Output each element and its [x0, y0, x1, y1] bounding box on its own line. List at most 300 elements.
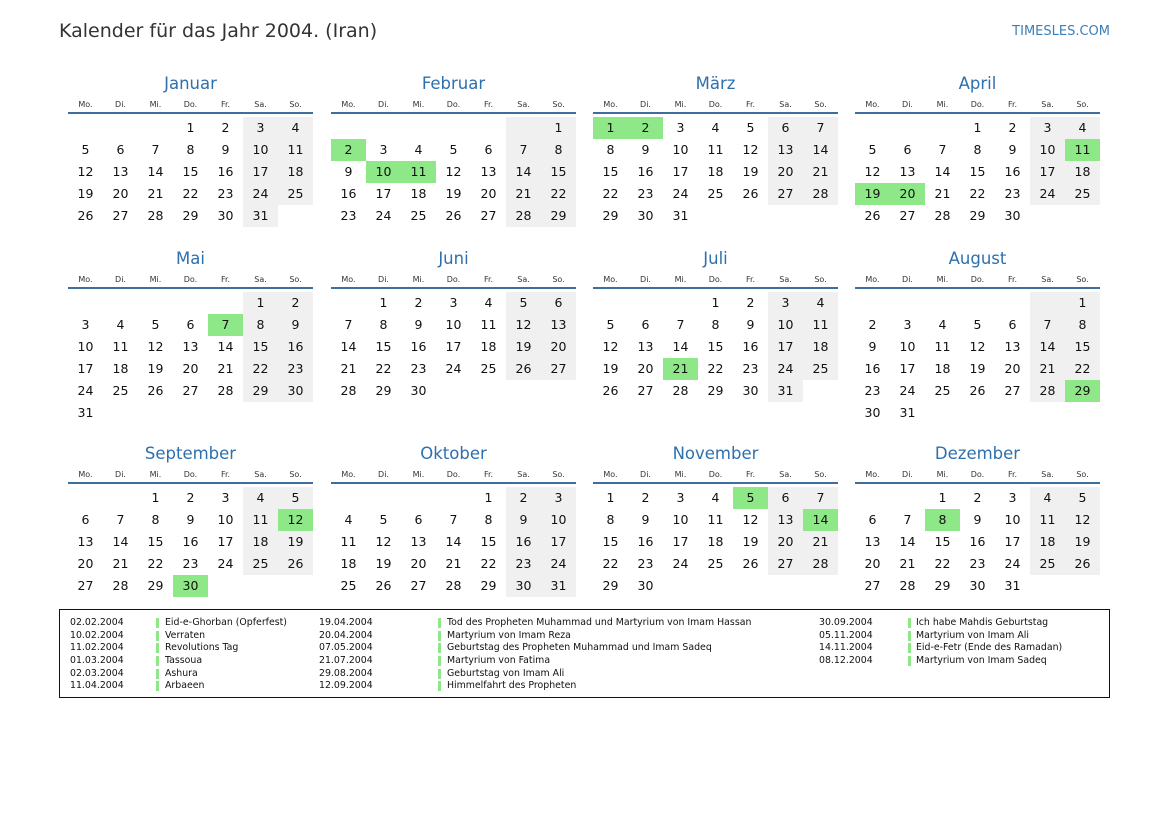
day-cell: 16 [506, 531, 541, 553]
day-cell: 2 [868, 317, 877, 332]
day-cell: 21 [803, 531, 838, 553]
weekday-label: So. [1076, 470, 1089, 479]
day-cell: 3 [1008, 490, 1017, 505]
day-cell: 14 [672, 339, 689, 354]
day-cell: 24 [1030, 183, 1065, 205]
day-cell: 13 [768, 139, 803, 161]
weekday-label: Fr. [1007, 275, 1018, 284]
weekday-label: Do. [708, 275, 723, 284]
day-cell: 16 [969, 534, 986, 549]
day-cell: 12 [278, 509, 313, 531]
day-cell: 1 [541, 117, 576, 139]
day-cell: 10 [243, 139, 278, 161]
weekday-label: Fr. [745, 275, 756, 284]
weekday-label: Do. [446, 100, 461, 109]
day-cell: 26 [602, 383, 619, 398]
empty-cell [331, 117, 366, 139]
holiday-date: 01.03.2004 [70, 655, 124, 667]
weekday-label: Do. [708, 100, 723, 109]
month-name: Oktober [420, 444, 487, 463]
empty-cell [1065, 575, 1100, 597]
weekday-label: So. [289, 470, 302, 479]
day-cell: 12 [147, 339, 164, 354]
day-cell: 23 [969, 556, 986, 571]
day-cell: 3 [243, 117, 278, 139]
empty-cell [855, 117, 890, 139]
day-cell: 19 [445, 186, 462, 201]
day-cell: 12 [602, 339, 619, 354]
day-cell: 22 [541, 183, 576, 205]
day-cell: 22 [602, 556, 619, 571]
holiday-marker [438, 681, 441, 691]
day-cell: 12 [864, 164, 881, 179]
day-cell: 10 [899, 339, 916, 354]
day-cell: 11 [401, 161, 436, 183]
weekday-label: Mi. [412, 470, 425, 479]
day-cell: 30 [278, 380, 313, 402]
day-cell: 9 [414, 317, 423, 332]
day-cell: 7 [803, 117, 838, 139]
holiday-date: 19.04.2004 [319, 617, 373, 628]
day-cell: 9 [641, 512, 650, 527]
day-cell: 11 [278, 139, 313, 161]
day-cell: 30 [637, 208, 654, 223]
day-cell: 14 [445, 534, 462, 549]
day-cell: 4 [414, 142, 423, 157]
day-cell: 22 [480, 556, 497, 571]
empty-cell [138, 292, 173, 314]
empty-cell [1065, 205, 1100, 227]
weekday-label: Sa. [517, 100, 530, 109]
empty-cell [541, 380, 576, 402]
day-cell: 4 [803, 292, 838, 314]
site-link[interactable]: TIMESLES.COM [1012, 24, 1110, 39]
day-cell: 6 [414, 512, 423, 527]
day-cell: 10 [672, 512, 689, 527]
day-cell: 1 [379, 295, 388, 310]
empty-cell [366, 487, 401, 509]
weekday-label: Do. [708, 470, 723, 479]
weekday-label: Do. [970, 100, 985, 109]
weekday-label: Fr. [483, 470, 494, 479]
holiday-name: Martyrium von Imam Ali [916, 629, 1030, 641]
day-cell: 15 [1065, 336, 1100, 358]
month-10 [331, 444, 576, 597]
holiday-marker [908, 618, 911, 628]
day-cell: 3 [221, 490, 230, 505]
day-cell: 18 [1065, 161, 1100, 183]
day-cell: 13 [864, 534, 881, 549]
day-cell: 5 [746, 120, 755, 135]
day-cell: 14 [147, 164, 164, 179]
day-cell: 24 [672, 556, 689, 571]
day-cell: 8 [606, 142, 615, 157]
weekday-header [68, 273, 313, 289]
month-name: Dezember [934, 444, 1021, 463]
day-cell: 9 [868, 339, 877, 354]
day-cell: 19 [602, 361, 619, 376]
weekday-label: Fr. [1007, 470, 1018, 479]
day-cell: 28 [934, 208, 951, 223]
empty-cell [436, 487, 471, 509]
day-cell: 5 [151, 317, 160, 332]
day-cell: 14 [217, 339, 234, 354]
day-cell: 4 [1065, 117, 1100, 139]
empty-cell [366, 117, 401, 139]
weekday-label: Di. [115, 470, 126, 479]
month-9 [68, 444, 313, 597]
weekday-label: So. [814, 470, 827, 479]
day-grid [68, 484, 313, 597]
day-cell: 1 [186, 120, 195, 135]
day-cell: 2 [1008, 120, 1017, 135]
day-cell: 28 [217, 383, 234, 398]
day-cell: 26 [278, 553, 313, 575]
holiday-marker [156, 669, 159, 679]
weekday-label: Sa. [254, 275, 267, 284]
empty-cell [628, 292, 663, 314]
month-name: November [672, 444, 759, 463]
day-cell: 22 [182, 186, 199, 201]
empty-cell [768, 205, 803, 227]
day-cell: 7 [151, 142, 160, 157]
day-cell: 30 [742, 383, 759, 398]
day-cell: 13 [768, 509, 803, 531]
weekday-label: Mo. [603, 100, 618, 109]
empty-cell [803, 575, 838, 597]
month-name: September [144, 444, 237, 463]
empty-cell [401, 487, 436, 509]
day-cell: 1 [606, 490, 615, 505]
day-cell: 13 [1004, 339, 1021, 354]
day-cell: 10 [1030, 139, 1065, 161]
day-cell: 18 [934, 361, 951, 376]
holiday-name: Eid-e-Fetr (Ende des Ramadan) [916, 642, 1063, 654]
empty-cell [243, 575, 278, 597]
empty-cell [331, 292, 366, 314]
empty-cell [663, 292, 698, 314]
weekday-label: Sa. [779, 275, 792, 284]
weekday-label: Sa. [517, 275, 530, 284]
day-cell: 20 [182, 361, 199, 376]
day-cell: 14 [803, 139, 838, 161]
day-cell: 26 [742, 186, 759, 201]
day-cell: 26 [742, 556, 759, 571]
month-name: August [948, 249, 1007, 268]
day-cell: 19 [1065, 531, 1100, 553]
holiday-marker [438, 643, 441, 653]
weekday-label: Mo. [341, 275, 356, 284]
holiday-name: Verraten [165, 629, 206, 641]
day-cell: 22 [707, 361, 724, 376]
day-grid [855, 484, 1100, 597]
day-cell: 2 [221, 120, 230, 135]
weekday-label: Fr. [220, 470, 231, 479]
holiday-name: Ich habe Mahdis Geburtstag [916, 617, 1049, 628]
day-cell: 31 [899, 405, 916, 420]
day-cell: 4 [243, 487, 278, 509]
day-cell: 5 [733, 487, 768, 509]
weekday-label: Mo. [603, 275, 618, 284]
day-cell: 3 [676, 120, 685, 135]
day-cell: 24 [243, 183, 278, 205]
day-cell: 7 [676, 317, 685, 332]
empty-cell [890, 292, 925, 314]
day-cell: 13 [541, 314, 576, 336]
weekday-label: Di. [378, 470, 389, 479]
holiday-marker [438, 656, 441, 666]
day-cell: 17 [77, 361, 94, 376]
day-cell: 30 [637, 578, 654, 593]
holiday-marker [156, 643, 159, 653]
day-cell: 2 [331, 139, 366, 161]
holiday-name: Himmelfahrt des Propheten [447, 680, 577, 692]
weekday-label: Mi. [674, 100, 687, 109]
day-cell: 27 [637, 383, 654, 398]
day-cell: 24 [445, 361, 462, 376]
day-cell: 17 [899, 361, 916, 376]
day-cell: 30 [173, 575, 208, 597]
holiday-marker [156, 618, 159, 628]
month-2 [331, 74, 576, 227]
day-grid [855, 289, 1100, 424]
weekday-label: Do. [183, 470, 198, 479]
day-cell: 13 [112, 164, 129, 179]
weekday-header [68, 98, 313, 114]
day-cell: 6 [768, 117, 803, 139]
day-cell: 18 [803, 336, 838, 358]
day-cell: 24 [1004, 556, 1021, 571]
day-cell: 20 [112, 186, 129, 201]
empty-cell [103, 117, 138, 139]
day-cell: 10 [541, 509, 576, 531]
empty-cell [663, 575, 698, 597]
day-cell: 6 [641, 317, 650, 332]
day-cell: 20 [410, 556, 427, 571]
day-cell: 21 [112, 556, 129, 571]
day-cell: 20 [864, 556, 881, 571]
day-cell: 30 [217, 208, 234, 223]
month-1 [68, 74, 313, 227]
day-cell: 19 [506, 336, 541, 358]
day-cell: 31 [1004, 578, 1021, 593]
day-cell: 22 [375, 361, 392, 376]
day-cell: 21 [934, 186, 951, 201]
weekday-label: Mi. [936, 275, 949, 284]
day-cell: 7 [208, 314, 243, 336]
day-cell: 20 [768, 531, 803, 553]
weekday-label: Mi. [149, 275, 162, 284]
day-cell: 3 [1030, 117, 1065, 139]
empty-cell [698, 205, 733, 227]
day-cell: 27 [480, 208, 497, 223]
empty-cell [733, 205, 768, 227]
day-cell: 18 [112, 361, 129, 376]
weekday-label: Mo. [78, 275, 93, 284]
day-cell: 26 [147, 383, 164, 398]
weekday-header [331, 98, 576, 114]
weekday-label: Fr. [1007, 100, 1018, 109]
weekday-label: Di. [115, 275, 126, 284]
weekday-label: Di. [902, 470, 913, 479]
day-cell: 4 [711, 490, 720, 505]
day-cell: 2 [641, 490, 650, 505]
holiday-date: 11.02.2004 [70, 642, 124, 654]
month-8 [855, 249, 1100, 424]
weekday-label: So. [1076, 275, 1089, 284]
day-cell: 25 [934, 383, 951, 398]
day-cell: 17 [672, 534, 689, 549]
weekday-label: Mi. [149, 100, 162, 109]
day-cell: 21 [803, 161, 838, 183]
day-cell: 27 [112, 208, 129, 223]
day-cell: 5 [449, 142, 458, 157]
weekday-header [593, 98, 838, 114]
weekday-label: Fr. [220, 275, 231, 284]
day-cell: 17 [1030, 161, 1065, 183]
day-cell: 21 [340, 361, 357, 376]
day-cell: 11 [480, 317, 497, 332]
day-cell: 19 [742, 534, 759, 549]
day-cell: 9 [278, 314, 313, 336]
holiday-list [59, 609, 1110, 698]
day-cell: 5 [868, 142, 877, 157]
day-cell: 15 [602, 164, 619, 179]
day-cell: 5 [81, 142, 90, 157]
day-cell: 30 [1004, 208, 1021, 223]
day-cell: 17 [672, 164, 689, 179]
month-name: März [695, 74, 736, 93]
day-cell: 8 [484, 512, 493, 527]
holiday-name: Martyrium von Imam Reza [447, 629, 571, 641]
weekday-header [331, 273, 576, 289]
day-cell: 8 [606, 512, 615, 527]
day-cell: 11 [803, 314, 838, 336]
day-cell: 9 [641, 142, 650, 157]
empty-cell [436, 380, 471, 402]
day-cell: 23 [506, 553, 541, 575]
empty-cell [890, 117, 925, 139]
holiday-date: 08.12.2004 [819, 655, 873, 667]
day-cell: 9 [506, 509, 541, 531]
day-cell: 29 [707, 383, 724, 398]
day-cell: 20 [480, 186, 497, 201]
weekday-label: Sa. [779, 470, 792, 479]
day-grid [593, 289, 838, 402]
day-cell: 8 [186, 142, 195, 157]
day-cell: 10 [1004, 512, 1021, 527]
day-cell: 26 [1065, 553, 1100, 575]
day-cell: 6 [484, 142, 493, 157]
day-cell: 6 [768, 487, 803, 509]
day-cell: 8 [1065, 314, 1100, 336]
day-cell: 10 [77, 339, 94, 354]
day-cell: 19 [77, 186, 94, 201]
day-cell: 11 [934, 339, 951, 354]
day-cell: 11 [112, 339, 129, 354]
day-cell: 15 [375, 339, 392, 354]
day-cell: 13 [637, 339, 654, 354]
day-cell: 1 [938, 490, 947, 505]
empty-cell [960, 402, 995, 424]
day-cell: 14 [803, 509, 838, 531]
day-cell: 21 [1030, 358, 1065, 380]
day-cell: 13 [410, 534, 427, 549]
day-cell: 16 [637, 534, 654, 549]
empty-cell [243, 402, 278, 424]
day-cell: 31 [768, 380, 803, 402]
empty-cell [138, 117, 173, 139]
day-cell: 27 [541, 358, 576, 380]
day-cell: 1 [243, 292, 278, 314]
day-cell: 31 [77, 405, 94, 420]
empty-cell [1030, 402, 1065, 424]
day-cell: 4 [484, 295, 493, 310]
day-cell: 28 [112, 578, 129, 593]
day-cell: 6 [116, 142, 125, 157]
holiday-marker [438, 631, 441, 641]
day-cell: 18 [243, 531, 278, 553]
day-cell: 21 [506, 183, 541, 205]
day-cell: 13 [77, 534, 94, 549]
empty-cell [925, 292, 960, 314]
weekday-label: Sa. [779, 100, 792, 109]
day-cell: 19 [742, 164, 759, 179]
empty-cell [1030, 205, 1065, 227]
day-cell: 8 [151, 512, 160, 527]
day-cell: 15 [243, 336, 278, 358]
empty-cell [103, 487, 138, 509]
holiday-date: 30.09.2004 [819, 617, 873, 628]
day-cell: 22 [602, 186, 619, 201]
day-cell: 29 [243, 380, 278, 402]
day-grid [331, 289, 576, 402]
day-cell: 25 [112, 383, 129, 398]
day-cell: 19 [855, 183, 890, 205]
day-cell: 8 [541, 139, 576, 161]
day-cell: 15 [147, 534, 164, 549]
holiday-name: Ashura [165, 667, 198, 679]
day-cell: 24 [217, 556, 234, 571]
day-cell: 29 [375, 383, 392, 398]
holiday-date: 02.03.2004 [70, 667, 124, 679]
day-cell: 2 [746, 295, 755, 310]
day-cell: 6 [186, 317, 195, 332]
holiday-date: 02.02.2004 [70, 617, 124, 628]
day-cell: 9 [973, 512, 982, 527]
day-cell: 5 [506, 292, 541, 314]
day-cell: 25 [707, 186, 724, 201]
holiday-date: 12.09.2004 [319, 680, 373, 692]
day-cell: 3 [676, 490, 685, 505]
day-cell: 28 [147, 208, 164, 223]
day-cell: 27 [768, 553, 803, 575]
holiday-date: 07.05.2004 [319, 642, 373, 654]
day-cell: 15 [602, 534, 619, 549]
day-cell: 4 [711, 120, 720, 135]
day-cell: 30 [969, 578, 986, 593]
empty-cell [208, 575, 243, 597]
day-cell: 26 [969, 383, 986, 398]
day-cell: 13 [480, 164, 497, 179]
weekday-label: Mi. [412, 275, 425, 284]
day-cell: 12 [375, 534, 392, 549]
day-cell: 23 [410, 361, 427, 376]
day-cell: 5 [278, 487, 313, 509]
day-cell: 26 [506, 358, 541, 380]
day-cell: 23 [742, 361, 759, 376]
day-cell: 9 [746, 317, 755, 332]
